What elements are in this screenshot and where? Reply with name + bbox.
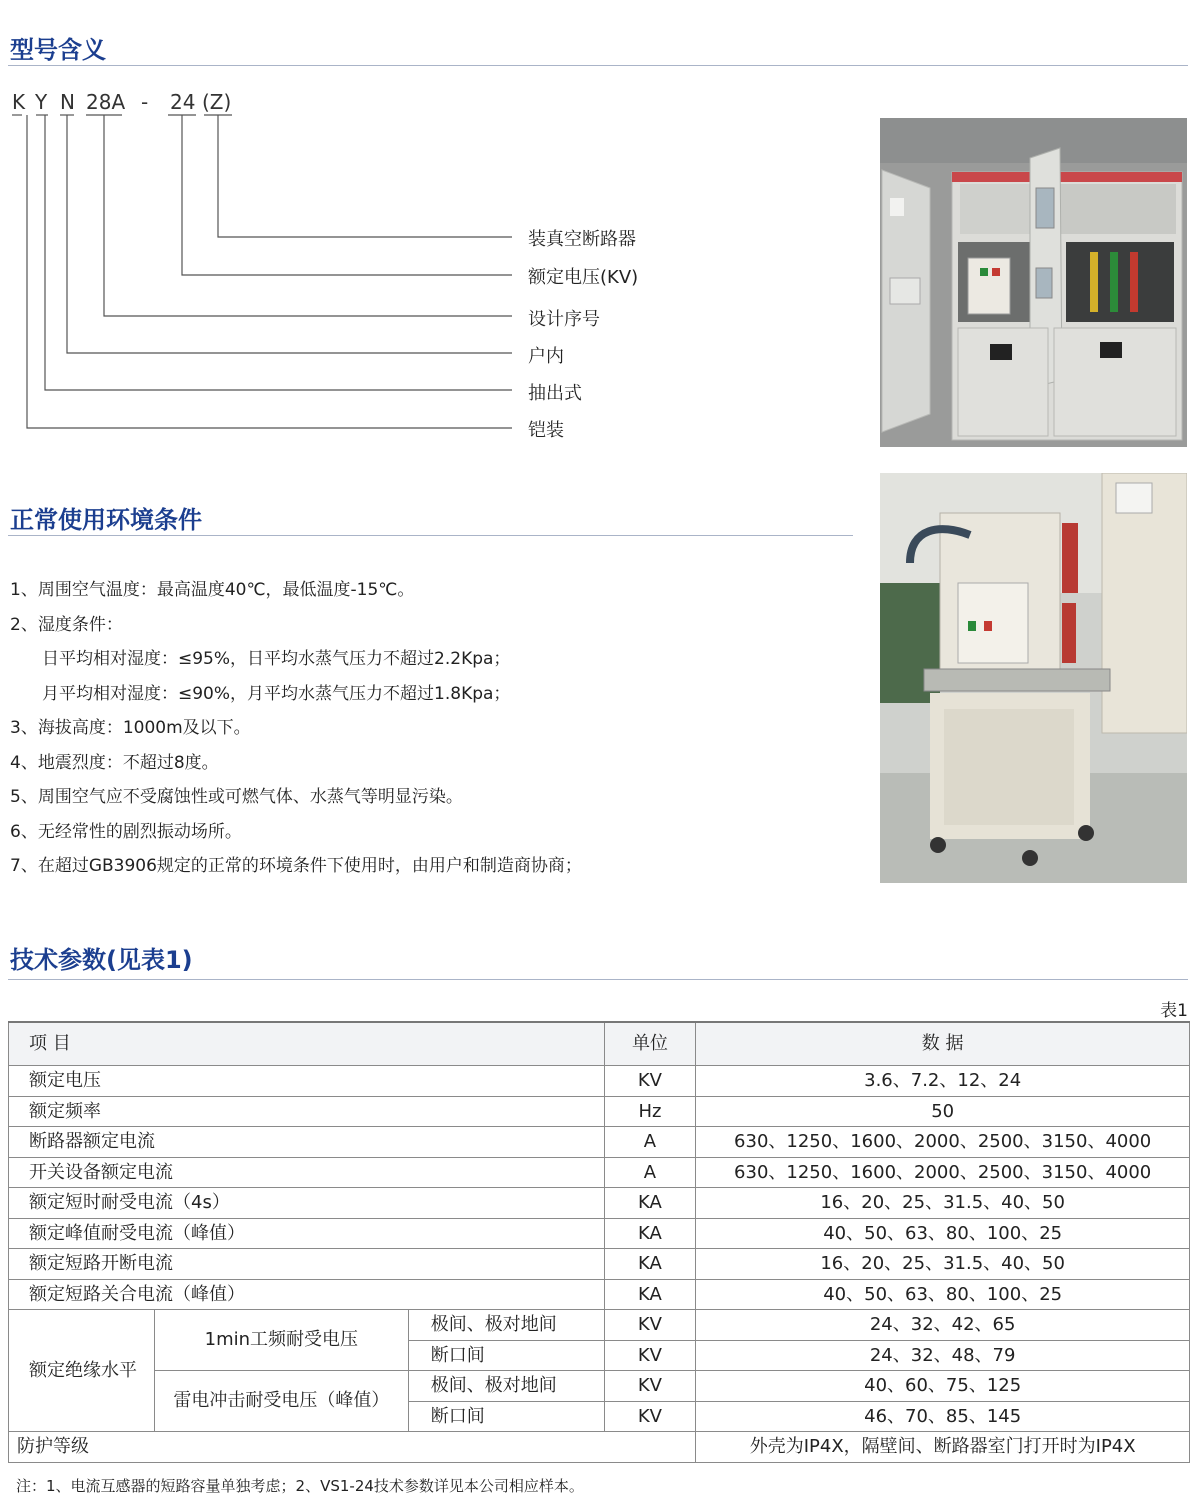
env-item: 4、地震烈度：不超过8度。 (10, 752, 219, 773)
header-data: 数 据 (696, 1022, 1190, 1066)
protection-value: 外壳为IP4X，隔壁间、断路器室门打开时为IP4X (696, 1432, 1190, 1463)
insulation-level-label: 额定绝缘水平 (9, 1310, 155, 1432)
row-unit: KA (604, 1188, 696, 1219)
row-unit: KV (604, 1401, 696, 1432)
row-item: 额定短时耐受电流（4s） (9, 1188, 605, 1219)
model-code-series: 28A (86, 90, 126, 114)
technical-parameters-table (8, 1021, 1190, 1463)
table-row (9, 1371, 1190, 1402)
model-code-n: N (60, 90, 75, 114)
row-item: 开关设备额定电流 (9, 1157, 605, 1188)
section-title-model: 型号含义 (10, 36, 106, 64)
env-item: 6、无经常性的剧烈振动场所。 (10, 821, 242, 842)
env-item: 2、湿度条件： (10, 614, 123, 635)
env-item: 1、周围空气温度：最高温度40℃，最低温度-15℃。 (10, 580, 415, 600)
row-item: 断路器额定电流 (9, 1127, 605, 1158)
table-row (9, 1218, 1190, 1249)
row-unit: A (604, 1157, 696, 1188)
env-item: 3、海拔高度：1000m及以下。 (10, 718, 251, 738)
table-row (9, 1432, 1190, 1463)
table-row (9, 1157, 1190, 1188)
environment-conditions-list (10, 573, 582, 884)
protection-label: 防护等级 (9, 1432, 696, 1463)
env-subitem: 日平均相对湿度：≤95%，日平均水蒸气压力不超过2.2Kpa； (42, 649, 511, 669)
row-unit: KV (604, 1310, 696, 1341)
section-divider (8, 535, 853, 536)
row-unit: KA (604, 1279, 696, 1310)
section-title-env: 正常使用环境条件 (10, 506, 202, 534)
row-value: 50 (696, 1096, 1190, 1127)
table-row (9, 1066, 1190, 1097)
model-code-voltage: 24 (170, 90, 196, 114)
table-row (9, 1310, 1190, 1341)
model-meaning-vacuum-breaker: 装真空断路器 (528, 229, 636, 250)
model-meaning-rated-voltage: 额定电压(KV) (528, 267, 639, 288)
row-unit: KV (604, 1340, 696, 1371)
header-item: 项 目 (9, 1022, 605, 1066)
row-value: 40、50、63、80、100、25 (696, 1218, 1190, 1249)
row-item: 额定峰值耐受电流（峰值） (9, 1218, 605, 1249)
row-value: 24、32、42、65 (696, 1310, 1190, 1341)
row-item: 额定短路开断电流 (9, 1249, 605, 1280)
table-row (9, 1249, 1190, 1280)
model-meaning-indoor: 户内 (528, 346, 564, 367)
section-divider (8, 65, 1188, 66)
row-value: 16、20、25、31.5、40、50 (696, 1188, 1190, 1219)
table-row (9, 1188, 1190, 1219)
lightning-impulse-withstand-label: 雷电冲击耐受电压（峰值） (154, 1371, 408, 1432)
env-subitem: 月平均相对湿度：≤90%，月平均水蒸气压力不超过1.8Kpa； (42, 683, 511, 704)
switchgear-cabinet-photo (880, 118, 1187, 447)
row-value: 3.6、7.2、12、24 (696, 1066, 1190, 1097)
row-subitem: 极间、极对地间 (408, 1310, 604, 1341)
row-item: 额定短路关合电流（峰值） (9, 1279, 605, 1310)
row-subitem: 断口间 (408, 1340, 604, 1371)
breaker-trolley-photo (880, 473, 1187, 883)
row-value: 46、70、85、145 (696, 1401, 1190, 1432)
table-row (9, 1127, 1190, 1158)
row-subitem: 极间、极对地间 (408, 1371, 604, 1402)
row-item: 额定电压 (9, 1066, 605, 1097)
model-meaning-withdrawable: 抽出式 (528, 383, 582, 404)
row-unit: KA (604, 1218, 696, 1249)
row-value: 16、20、25、31.5、40、50 (696, 1249, 1190, 1280)
model-code-tree (0, 110, 520, 440)
model-code-z: (Z) (202, 90, 232, 114)
model-code-dash: - (141, 90, 149, 114)
row-unit: KA (604, 1249, 696, 1280)
row-value: 40、50、63、80、100、25 (696, 1279, 1190, 1310)
row-value: 630、1250、1600、2000、2500、3150、4000 (696, 1127, 1190, 1158)
env-item: 7、在超过GB3906规定的正常的环境条件下使用时，由用户和制造商协商； (10, 856, 582, 876)
row-value: 24、32、48、79 (696, 1340, 1190, 1371)
env-item: 5、周围空气应不受腐蚀性或可燃气体、水蒸气等明显污染。 (10, 787, 463, 807)
section-divider (8, 979, 1188, 980)
row-subitem: 断口间 (408, 1401, 604, 1432)
table-row (9, 1279, 1190, 1310)
row-unit: A (604, 1127, 696, 1158)
table-number: 表1 (1160, 1001, 1188, 1021)
power-frequency-withstand-label: 1min工频耐受电压 (154, 1310, 408, 1371)
model-meaning-design-no: 设计序号 (528, 309, 600, 330)
header-unit: 单位 (604, 1022, 696, 1066)
row-item: 额定频率 (9, 1096, 605, 1127)
table-header-row (9, 1022, 1190, 1066)
row-unit: KV (604, 1371, 696, 1402)
table-row (9, 1096, 1190, 1127)
row-unit: Hz (604, 1096, 696, 1127)
model-meaning-armored: 铠装 (528, 420, 564, 441)
model-code-y: Y (35, 90, 48, 114)
row-unit: KV (604, 1066, 696, 1097)
row-value: 630、1250、1600、2000、2500、3150、4000 (696, 1157, 1190, 1188)
model-code-k: K (12, 90, 26, 114)
footnote: 注：1、电流互感器的短路容量单独考虑；2、VS1-24技术参数详见本公司相应样本。 (16, 1477, 584, 1495)
row-value: 40、60、75、125 (696, 1371, 1190, 1402)
section-title-tech: 技术参数(见表1) (10, 946, 193, 974)
